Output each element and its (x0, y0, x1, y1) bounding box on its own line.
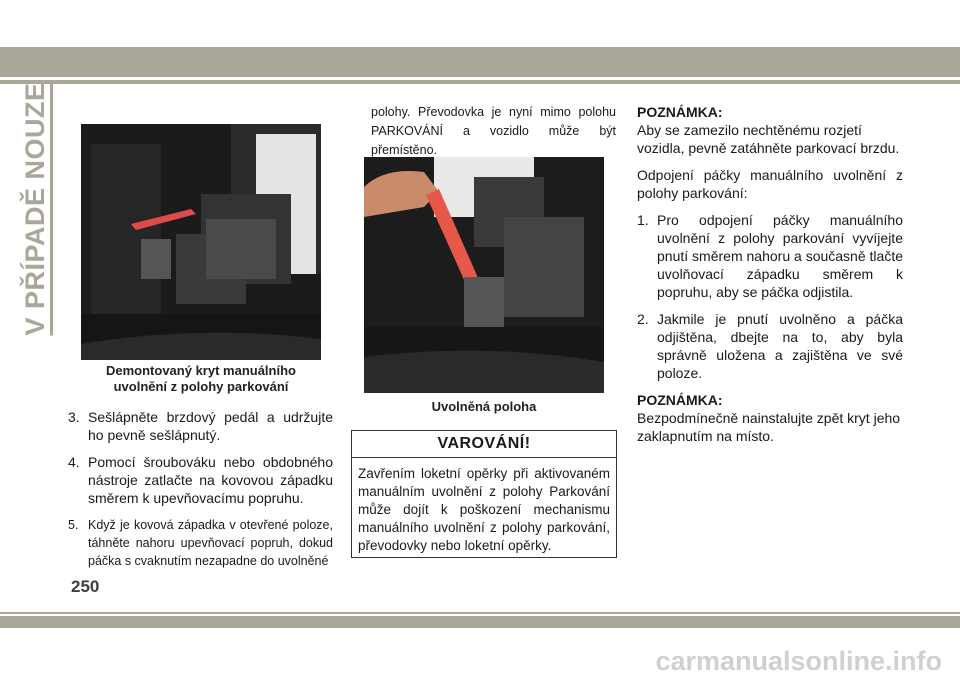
list-item-text: Sešlápněte brzdový pedál a udržujte ho pevně sešlápnutý. (88, 409, 333, 443)
list-item-number: 5. (68, 518, 79, 532)
warning-box (351, 430, 617, 558)
list-item-text: Jakmile je pnutí uvolněno a páčka odjištěna, dbejte na to, aby byla správně uložena a zajištěna ve své poloze. (657, 311, 903, 381)
figure1-caption (81, 363, 321, 395)
list-item-number: 1. (637, 212, 649, 228)
right-column (637, 103, 903, 454)
list-item-number: 2. (637, 311, 649, 327)
header-band (0, 47, 960, 77)
figure-released-position (364, 157, 604, 393)
section-tab (20, 82, 54, 336)
list-item (637, 211, 903, 301)
procedure-intro: Odpojení páčky manuálního uvolnění z polohy parkování: (637, 167, 903, 201)
continuation-text: polohy. Převodovka je nyní mimo polohu PARKOVÁNÍ a vozidlo může být přemístěno. (371, 105, 616, 157)
header-rule (0, 80, 960, 84)
list-item (637, 310, 903, 382)
section-tab-label: V PŘÍPADĚ NOUZE (21, 82, 53, 335)
photo-drawing (364, 157, 604, 393)
note1-heading: POZNÁMKA: (637, 104, 723, 120)
list-item-number: 4. (68, 454, 80, 470)
list-item (68, 453, 333, 507)
figure1-caption-line2: uvolnění z polohy parkování (113, 379, 289, 394)
footer-rule (0, 612, 960, 614)
footer-band (0, 616, 960, 628)
list-item-text: Pomocí šroubováku nebo obdobného nástroje zatlačte na kovovou západku směrem k upevňovacímu popruhu. (88, 454, 333, 506)
middle-column-text (371, 103, 616, 160)
page-number: 250 (71, 577, 100, 596)
list-item (68, 408, 333, 444)
left-column (68, 408, 333, 579)
figure2-caption-text: Uvolněná poloha (431, 399, 537, 414)
figure-manual-release-cover-removed (81, 124, 321, 360)
list-item-number: 3. (68, 409, 80, 425)
photo-drawing (81, 124, 321, 360)
watermark: carmanualsonline.info (655, 646, 942, 676)
list-item-text: Pro odpojení páčky manuálního uvolnění z polohy parkování vyvíjejte pnutí směrem nahoru a současně tlačte uvolňovací západku směrem k popruhu, aby se páčka odjistila. (657, 212, 903, 300)
list-item (68, 516, 333, 570)
note2-text: Bezpodmínečně nainstalujte zpět kryt jeho zaklapnutím na místo. (637, 410, 901, 444)
note1-text: Aby se zamezilo nechtěnému rozjetí vozidla, pevně zatáhněte parkovací brzdu. (637, 122, 900, 156)
warning-text: Zavřením loketní opěrky při aktivovaném manuálním uvolnění z polohy Parkování může dojít k poškození mechanismu manuálního uvolnění z polohy parkování, převodovky nebo loketní opěrky. (358, 466, 610, 553)
figure1-caption-line1: Demontovaný kryt manuálního (106, 363, 296, 378)
figure2-caption (364, 399, 604, 415)
warning-title: VAROVÁNÍ! (352, 431, 616, 458)
list-item-text: Když je kovová západka v otevřené poloze, táhněte nahoru upevňovací popruh, dokud páčka s cvaknutím nezapadne do uvolněné (88, 518, 333, 568)
note2-heading: POZNÁMKA: (637, 392, 723, 408)
